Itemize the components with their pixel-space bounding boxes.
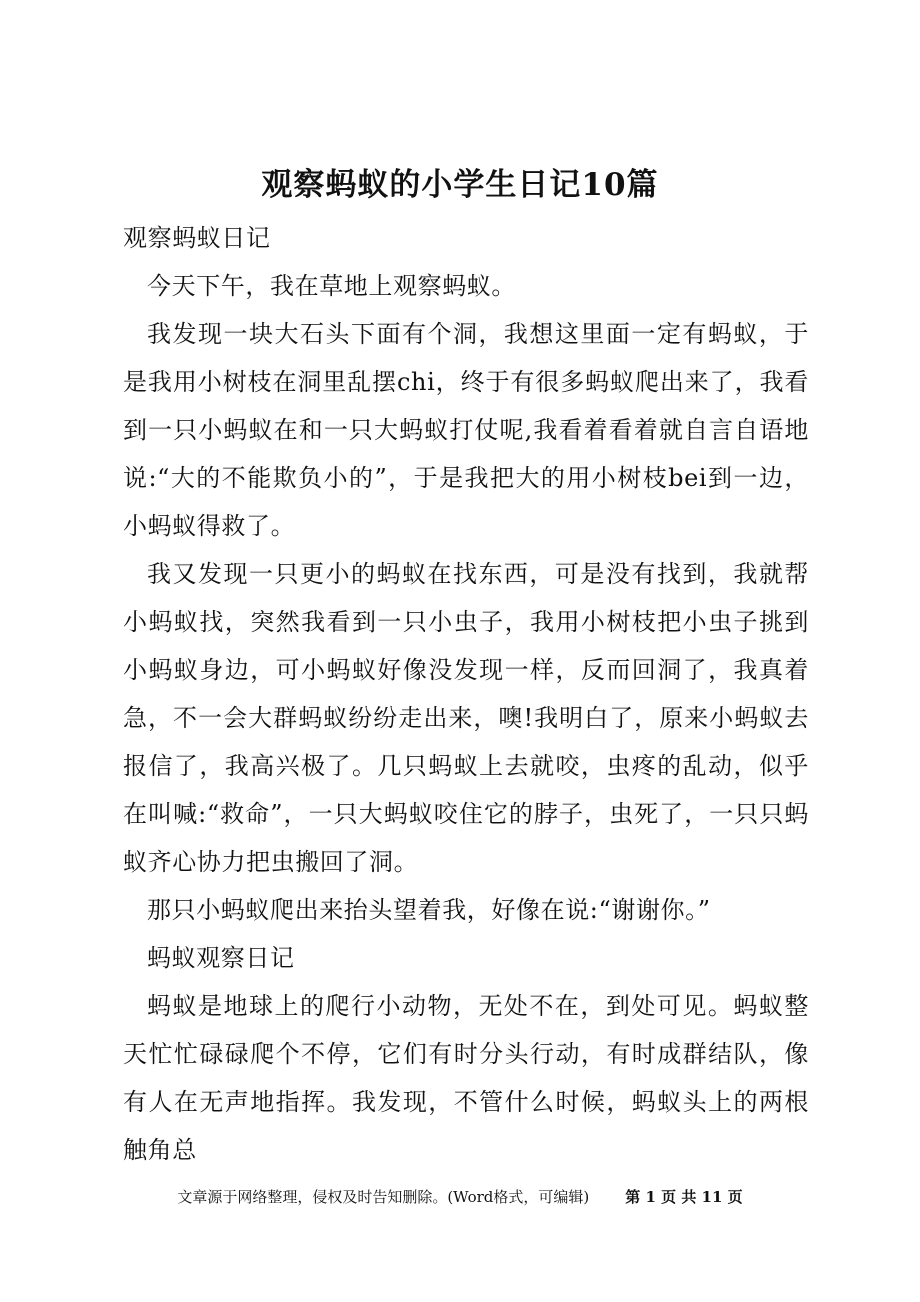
section-heading: 蚂蚁观察日记 — [147, 944, 295, 972]
paragraph: 今天下午，我在草地上观察蚂蚁。 — [147, 272, 516, 300]
footer-source-note: 文章源于网络整理，侵权及时告知删除。(Word格式，可编辑) — [177, 1188, 590, 1206]
document-body — [123, 214, 809, 1174]
paragraph: 那只小蚂蚁爬出来抬头望着我，好像在说:“谢谢你。” — [147, 896, 711, 924]
paragraph: 蚂蚁是地球上的爬行小动物，无处不在，到处可见。蚂蚁整天忙忙碌碌爬个不停，它们有时分头行动，有时成群结队，像有人在无声地指挥。我发现，不管什么时候，蚂蚁头上的两根触角总 — [123, 992, 809, 1164]
section-heading: 观察蚂蚁日记 — [123, 224, 271, 252]
paragraph: 我发现一块大石头下面有个洞，我想这里面一定有蚂蚁，于是我用小树枝在洞里乱摆chi，终于有很多蚂蚁爬出来了，我看到一只小蚂蚁在和一只大蚂蚁打仗呢,我看着看着就自言自语地说:“大的不能欺负小的”，于是我把大的用小树枝bei到一边，小蚂蚁得救了。 — [123, 320, 809, 540]
footer-page-number: 第 1 页 共 11 页 — [625, 1188, 743, 1206]
paragraph: 我又发现一只更小的蚂蚁在找东西，可是没有找到，我就帮小蚂蚁找，突然我看到一只小虫子，我用小树枝把小虫子挑到小蚂蚁身边，可小蚂蚁好像没发现一样，反而回洞了，我真着急，不一会大群蚂蚁纷纷走出来，噢!我明白了，原来小蚂蚁去报信了，我高兴极了。几只蚂蚁上去就咬，虫疼的乱动，似乎在叫喊:“救命”，一只大蚂蚁咬住它的脖子，虫死了，一只只蚂蚁齐心协力把虫搬回了洞。 — [123, 560, 809, 876]
page-footer — [0, 1186, 920, 1208]
document-title: 观察蚂蚁的小学生日记10篇 — [261, 167, 659, 203]
